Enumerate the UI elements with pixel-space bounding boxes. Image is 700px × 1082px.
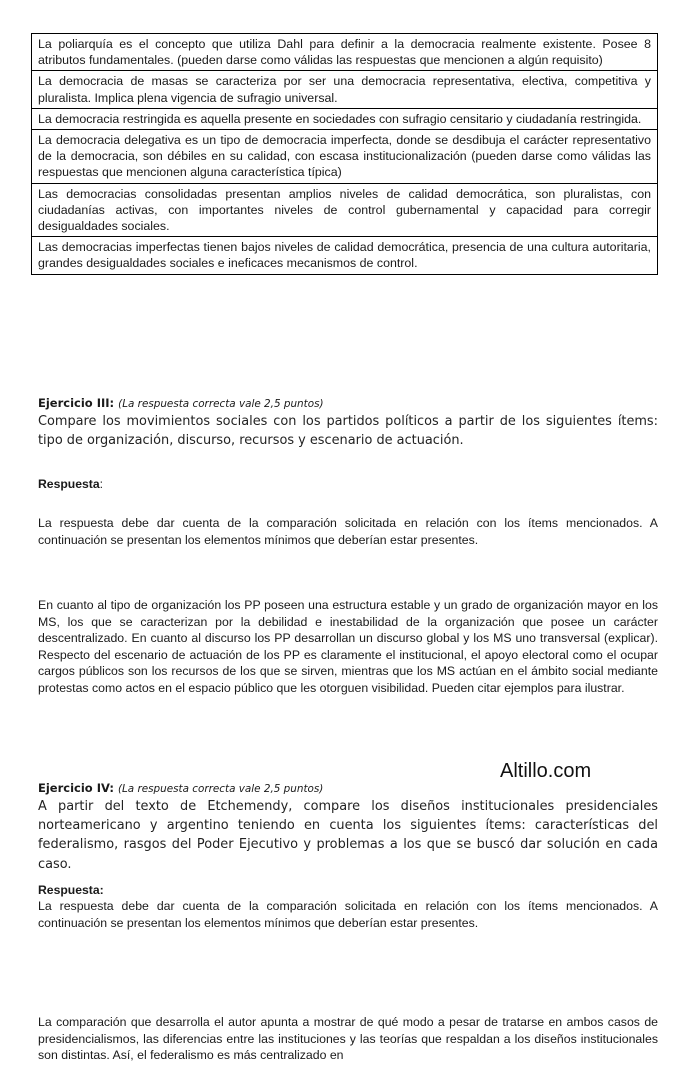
definition-cell: La democracia restringida es aquella presente en sociedades con sufragio censitario y ciudadanía restringida. [32,108,658,129]
answer-label-colon: : [99,477,104,491]
definitions-table [31,33,658,275]
table-row [32,34,658,71]
exercise-4-heading [38,781,323,795]
table-row [32,108,658,129]
exercise-4-title: Ejercicio IV: [38,781,114,795]
exercise-3-answer-body: En cuanto al tipo de organización los PP poseen una estructura estable y un grado de organización mayor en los MS, los que se caracterizan por la debilidad e inestabilidad de la organización que posee un carácter descentralizado. En cuanto al discurso los PP desarrollan un discurso global y los MS uno transversal (explicar). Respecto del escenario de actuación de los PP es claramente el institucional, el apoyo electoral como el ocupar cargos públicos son los recursos de los que se sirven, mientras que los MS actúan en el ámbito social mediante protestas como actos en el espacio público que les otorguen visibilidad. Pueden citar ejemplos para ilustrar. [38,598,658,695]
definition-cell: La democracia de masas se caracteriza por ser una democracia representativa, electiva, competitiva y pluralista. Implica plena vigencia de sufragio universal. [32,71,658,108]
exercise-3-answer-label [38,477,103,491]
exercise-4-answer-intro: La respuesta debe dar cuenta de la comparación solicitada en relación con los ítems mencionados. A continuación se presentan los elementos mínimos que deberían estar presentes. [38,899,658,930]
definition-cell: Las democracias consolidadas presentan amplios niveles de calidad democrática, son pluralistas, con ciudadanías activas, con importantes niveles de control gubernamental y capacidad para corregir desigualdades sociales. [32,183,658,237]
exercise-4-answer-label: Respuesta: [38,883,104,897]
exercise-4-points-note: (La respuesta correcta vale 2,5 puntos) [117,783,324,795]
definition-cell: La democracia delegativa es un tipo de democracia imperfecta, donde se desdibuja el carácter representativo de la democracia, son débiles en su calidad, con escasa institucionalización (pueden darse como válidas las respuestas que mencionen alguna característica típica) [32,130,658,184]
table-row [32,130,658,184]
table-row [32,237,658,274]
altillo-watermark: Altillo.com [500,760,592,782]
exercise-4-question: A partir del texto de Etchemendy, compare los diseños institucionales presidenciales norteamericano y argentino teniendo en cuenta los siguientes ítems: características del federalismo, rasgos del Poder Ejecutivo y problemas a los que se buscó dar solución en cada caso. [38,799,658,872]
exercise-3-title: Ejercicio III: [38,396,115,410]
table-row [32,71,658,108]
table-row [32,183,658,237]
definition-cell: La poliarquía es el concepto que utiliza Dahl para definir a la democracia realmente existente. Posee 8 atributos fundamentales. (pueden darse como válidas las respuestas que mencionen a algún requisito) [32,34,658,71]
exercise-4-answer-body: La comparación que desarrolla el autor apunta a mostrar de qué modo a pesar de tratarse en ambos casos de presidencialismos, las diferencias entre las instituciones y las teorías que respaldan a los diseños institucionales son distintas. Así, el federalismo es más centralizado en [38,1015,658,1063]
exercise-3-question: Compare los movimientos sociales con los partidos políticos a partir de los siguientes ítems: tipo de organización, discurso, recursos y escenario de actuación. [38,414,658,449]
answer-label-text: Respuesta [38,477,100,491]
definition-cell: Las democracias imperfectas tienen bajos niveles de calidad democrática, presencia de una cultura autoritaria, grandes desigualdades sociales e ineficaces mecanismos de control. [32,237,658,274]
exercise-3-points-note: (La respuesta correcta vale 2,5 puntos) [118,398,324,410]
exercise-3-answer-intro: La respuesta debe dar cuenta de la comparación solicitada en relación con los ítems mencionados. A continuación se presentan los elementos mínimos que deberían estar presentes. [38,516,658,547]
exercise-3-heading [38,396,324,410]
